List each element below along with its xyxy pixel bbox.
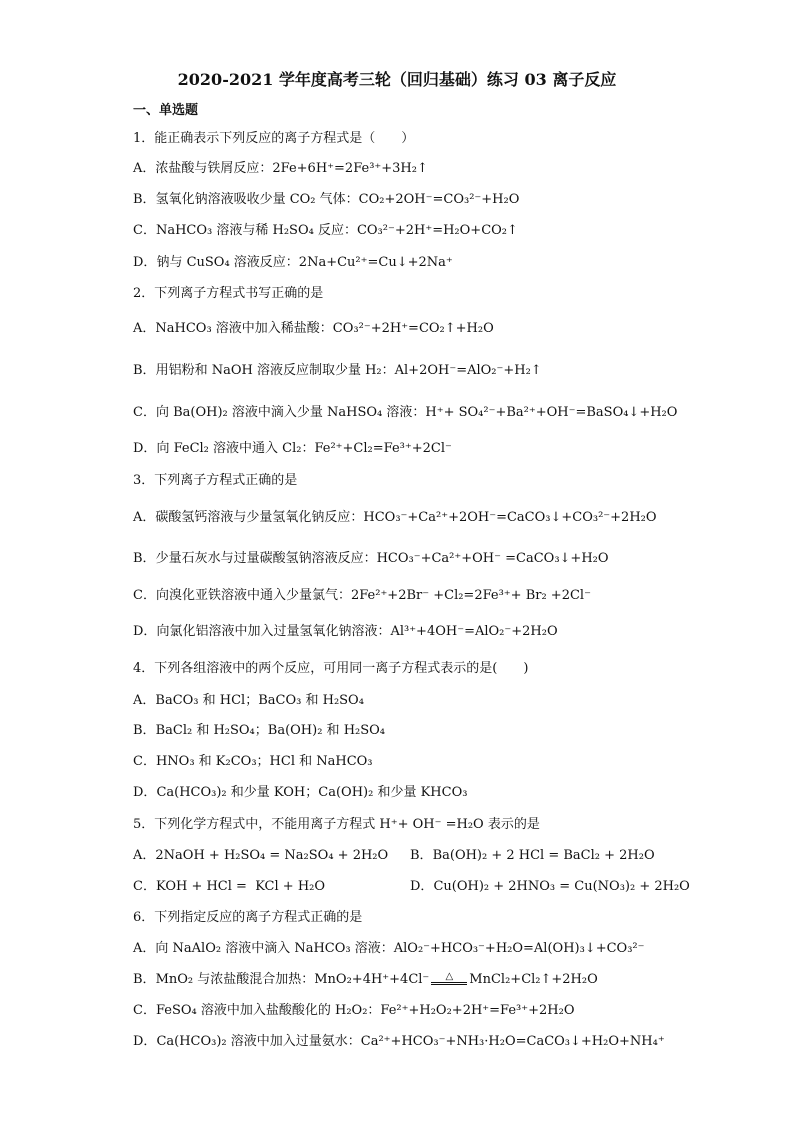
option-a	[133, 940, 644, 958]
option-text: BaCl₂ 和 H₂SO₄；Ba(OH)₂ 和 H₂SO₄	[155, 723, 386, 738]
option-text: 向 Ba(OH)₂ 溶液中滴入少量 NaHSO₄ 溶液：H⁺+ SO₄²⁻+Ba²⁺+OH⁻=BaSO₄↓+H₂O	[155, 405, 678, 420]
option-c	[133, 1002, 575, 1020]
question-stem: 1．能正确表示下列反应的离子方程式是（ ）	[133, 131, 415, 146]
option-label: C．	[133, 405, 156, 420]
option-text-after: MnCl₂+Cl₂↑+2H₂O	[469, 972, 598, 987]
question-stem: 3．下列离子方程式正确的是	[133, 473, 298, 488]
option-text: 用铝粉和 NaOH 溶液反应制取少量 H₂：Al+2OH⁻=AlO₂⁻+H₂↑	[155, 363, 542, 378]
option-label: D．	[133, 785, 157, 800]
option-text: 氢氧化钠溶液吸收少量 CO₂ 气体：CO₂+2OH⁻=CO₃²⁻+H₂O	[155, 192, 520, 207]
option-label: A．	[133, 941, 156, 956]
option-a	[133, 692, 364, 710]
option-label: B．	[133, 551, 156, 566]
option-text: 碳酸氢钙溶液与少量氢氧化钠反应：HCO₃⁻+Ca²⁺+2OH⁻=CaCO₃↓+CO₃²⁻+2H₂O	[155, 510, 657, 525]
option-label: B．	[133, 723, 156, 738]
option-b	[133, 362, 542, 380]
option-label: A．	[133, 321, 156, 336]
option-label: D．	[133, 441, 157, 456]
option-label: B．	[133, 363, 156, 378]
option-d	[133, 623, 558, 641]
option-label: C．	[133, 1003, 156, 1018]
option-text: 钠与 CuSO₄ 溶液反应：2Na+Cu²⁺=Cu↓+2Na⁺	[156, 255, 453, 270]
option-label: C．	[133, 223, 156, 238]
option-label: D．	[133, 255, 157, 270]
question-stem: 4．下列各组溶液中的两个反应，可用同一离子方程式表示的是( )	[133, 661, 529, 676]
option-label: A．	[133, 161, 156, 176]
option-d	[133, 784, 467, 802]
option-text: FeSO₄ 溶液中加入盐酸酸化的 H₂O₂：Fe²⁺+H₂O₂+2H⁺=Fe³⁺+2H₂O	[155, 1003, 575, 1018]
option-text: Ca(HCO₃)₂ 和少量 KOH；Ca(OH)₂ 和少量 KHCO₃	[156, 785, 468, 800]
option-label: B．	[410, 848, 433, 863]
option-b	[133, 971, 598, 989]
option-text: Cu(OH)₂ + 2HNO₃ = Cu(NO₃)₂ + 2H₂O	[433, 879, 690, 894]
option-label: C．	[133, 754, 156, 769]
option-b	[410, 847, 655, 865]
option-d	[133, 440, 452, 458]
option-a	[133, 320, 494, 338]
section-heading: 一、单选题	[133, 103, 199, 118]
option-b	[133, 550, 609, 568]
option-label: B．	[133, 972, 156, 987]
option-c	[133, 753, 373, 771]
question-stem: 2．下列离子方程式书写正确的是	[133, 286, 324, 301]
option-label: D．	[410, 879, 434, 894]
option-text: 向 FeCl₂ 溶液中通入 Cl₂：Fe²⁺+Cl₂=Fe³⁺+2Cl⁻	[156, 441, 452, 456]
option-text: 向 NaAlO₂ 溶液中滴入 NaHCO₃ 溶液：AlO₂⁻+HCO₃⁻+H₂O=Al(OH)₃↓+CO₃²⁻	[155, 941, 645, 956]
option-a	[133, 847, 388, 865]
option-label: A．	[133, 848, 156, 863]
option-c	[133, 404, 677, 422]
option-text: MnO₂ 与浓盐酸混合加热：MnO₂+4H⁺+4Cl⁻	[155, 972, 430, 987]
heating-condition-mark: △	[431, 972, 467, 985]
option-label: A．	[133, 510, 156, 525]
option-c	[133, 222, 518, 240]
option-c	[133, 878, 325, 896]
option-text: 2NaOH + H₂SO₄ = Na₂SO₄ + 2H₂O	[155, 848, 389, 863]
option-label: C．	[133, 588, 156, 603]
option-c	[133, 587, 591, 605]
option-text: 少量石灰水与过量碳酸氢钠溶液反应：HCO₃⁻+Ca²⁺+OH⁻ =CaCO₃↓+H₂O	[155, 551, 609, 566]
option-d	[133, 1033, 665, 1051]
option-text: NaHCO₃ 溶液与稀 H₂SO₄ 反应：CO₃²⁻+2H⁺=H₂O+CO₂↑	[155, 223, 518, 238]
option-b	[133, 722, 385, 740]
option-label: C．	[133, 879, 156, 894]
option-text: NaHCO₃ 溶液中加入稀盐酸：CO₃²⁻+2H⁺=CO₂↑+H₂O	[155, 321, 494, 336]
option-a	[133, 160, 428, 178]
option-text: KOH + HCl = KCl + H₂O	[155, 879, 326, 894]
option-label: A．	[133, 693, 156, 708]
option-text: 向溴化亚铁溶液中通入少量氯气：2Fe²⁺+2Br⁻ +Cl₂=2Fe³⁺+ Br₂ +2Cl⁻	[155, 588, 591, 603]
option-text: Ca(HCO₃)₂ 溶液中加入过量氨水：Ca²⁺+HCO₃⁻+NH₃·H₂O=CaCO₃↓+H₂O+NH₄⁺	[156, 1034, 665, 1049]
option-d	[410, 878, 690, 896]
option-label: D．	[133, 1034, 157, 1049]
option-a	[133, 509, 657, 527]
option-b	[133, 191, 519, 209]
option-label: D．	[133, 624, 157, 639]
page-title: 2020-2021 学年度高考三轮（回归基础）练习 03 离子反应	[177, 70, 617, 89]
option-text: BaCO₃ 和 HCl；BaCO₃ 和 H₂SO₄	[155, 693, 364, 708]
option-text: 浓盐酸与铁屑反应：2Fe+6H⁺=2Fe³⁺+3H₂↑	[155, 161, 428, 176]
option-d	[133, 254, 453, 272]
option-text: 向氯化铝溶液中加入过量氢氧化钠溶液：Al³⁺+4OH⁻=AlO₂⁻+2H₂O	[156, 624, 558, 639]
option-label: B．	[133, 192, 156, 207]
question-stem: 6．下列指定反应的离子方程式正确的是	[133, 910, 363, 925]
option-text: Ba(OH)₂ + 2 HCl = BaCl₂ + 2H₂O	[432, 848, 655, 863]
question-stem: 5．下列化学方程式中，不能用离子方程式 H⁺+ OH⁻ =H₂O 表示的是	[133, 817, 540, 832]
option-text: HNO₃ 和 K₂CO₃；HCl 和 NaHCO₃	[155, 754, 373, 769]
